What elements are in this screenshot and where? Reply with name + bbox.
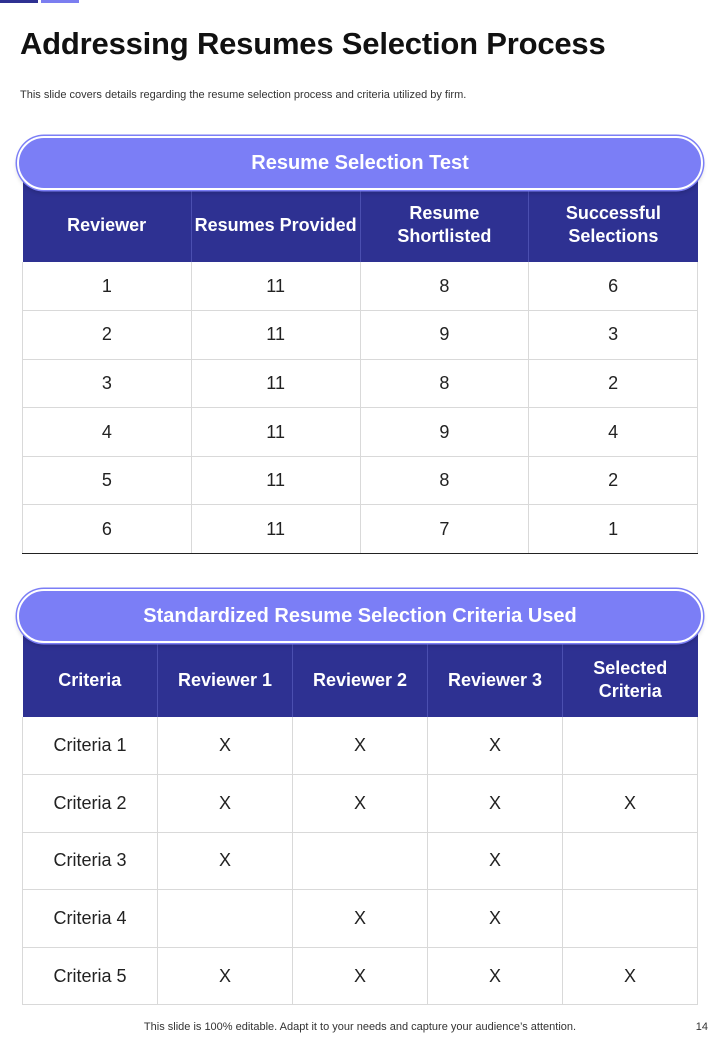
footer-note: This slide is 100% editable. Adapt it to your needs and capture your audience’s attention.	[143, 1021, 577, 1033]
table-cell	[158, 890, 293, 948]
table-row	[23, 832, 698, 890]
table-cell: X	[428, 775, 563, 833]
table-cell: 11	[191, 359, 360, 408]
table-cell: 6	[529, 262, 698, 311]
table-cell: 11	[191, 311, 360, 360]
table-cell: 4	[529, 408, 698, 457]
resume-selection-test-section	[22, 136, 698, 554]
table-cell: 4	[23, 408, 192, 457]
table-cell: Criteria 2	[23, 775, 158, 833]
table-cell: X	[563, 947, 698, 1005]
resume-selection-test-banner: Resume Selection Test	[17, 136, 703, 190]
table-cell: 11	[191, 505, 360, 554]
table-cell: X	[428, 947, 563, 1005]
slide-subtitle: This slide covers details regarding the resume selection process and criteria utilized by firm.	[20, 89, 467, 101]
decorative-bar-dark	[0, 0, 38, 3]
table-cell: 1	[529, 505, 698, 554]
table-cell: X	[158, 717, 293, 775]
table-cell: X	[293, 717, 428, 775]
table-cell: X	[158, 832, 293, 890]
table-cell	[293, 832, 428, 890]
table-cell: Criteria 3	[23, 832, 158, 890]
table-cell: X	[428, 717, 563, 775]
table-cell: Criteria 1	[23, 717, 158, 775]
table-cell: X	[293, 890, 428, 948]
table-row	[23, 890, 698, 948]
selection-criteria-banner: Standardized Resume Selection Criteria Used	[17, 589, 703, 643]
table-cell: 7	[360, 505, 529, 554]
table-row	[23, 456, 698, 505]
table-cell: Criteria 5	[23, 947, 158, 1005]
header-criteria: Criteria	[23, 621, 158, 717]
table-cell	[563, 890, 698, 948]
table-cell: 11	[191, 408, 360, 457]
table-cell: 11	[191, 262, 360, 311]
table-cell: Criteria 4	[23, 890, 158, 948]
table-row	[23, 359, 698, 408]
header-reviewer-3: Reviewer 3	[428, 621, 563, 717]
table-cell: X	[563, 775, 698, 833]
table-cell: 8	[360, 262, 529, 311]
table-row	[23, 947, 698, 1005]
header-reviewer-2: Reviewer 2	[293, 621, 428, 717]
table-row	[23, 775, 698, 833]
table-cell	[563, 832, 698, 890]
table-cell: 2	[529, 359, 698, 408]
table-row	[23, 311, 698, 360]
table-cell: 8	[360, 456, 529, 505]
table-cell	[563, 717, 698, 775]
header-resume-shortlisted: Resume Shortlisted	[360, 168, 529, 262]
table-cell: 9	[360, 311, 529, 360]
table-row	[23, 262, 698, 311]
table-row	[23, 717, 698, 775]
table-cell: 2	[529, 456, 698, 505]
table-cell: X	[293, 775, 428, 833]
table-row	[23, 408, 698, 457]
resume-selection-test-table	[22, 168, 698, 554]
slide-title: Addressing Resumes Selection Process	[20, 26, 606, 61]
header-reviewer-1: Reviewer 1	[158, 621, 293, 717]
header-reviewer: Reviewer	[23, 168, 192, 262]
header-selected-criteria: Selected Criteria	[563, 621, 698, 717]
decorative-bar-light	[41, 0, 79, 3]
table-cell: 6	[23, 505, 192, 554]
selection-criteria-table	[22, 621, 698, 1005]
header-successful-selections: Successful Selections	[529, 168, 698, 262]
table-cell: 9	[360, 408, 529, 457]
page-number: 14	[695, 1021, 708, 1033]
table-cell: 3	[23, 359, 192, 408]
table-cell: X	[158, 775, 293, 833]
table-row	[23, 505, 698, 554]
table-cell: X	[158, 947, 293, 1005]
table-cell: X	[428, 832, 563, 890]
table-cell: 8	[360, 359, 529, 408]
table-cell: 2	[23, 311, 192, 360]
table-cell: 11	[191, 456, 360, 505]
table-cell: 3	[529, 311, 698, 360]
selection-criteria-section	[22, 589, 698, 1005]
table-cell: X	[428, 890, 563, 948]
table-cell: 5	[23, 456, 192, 505]
header-resumes-provided: Resumes Provided	[191, 168, 360, 262]
table-cell: 1	[23, 262, 192, 311]
table-cell: X	[293, 947, 428, 1005]
